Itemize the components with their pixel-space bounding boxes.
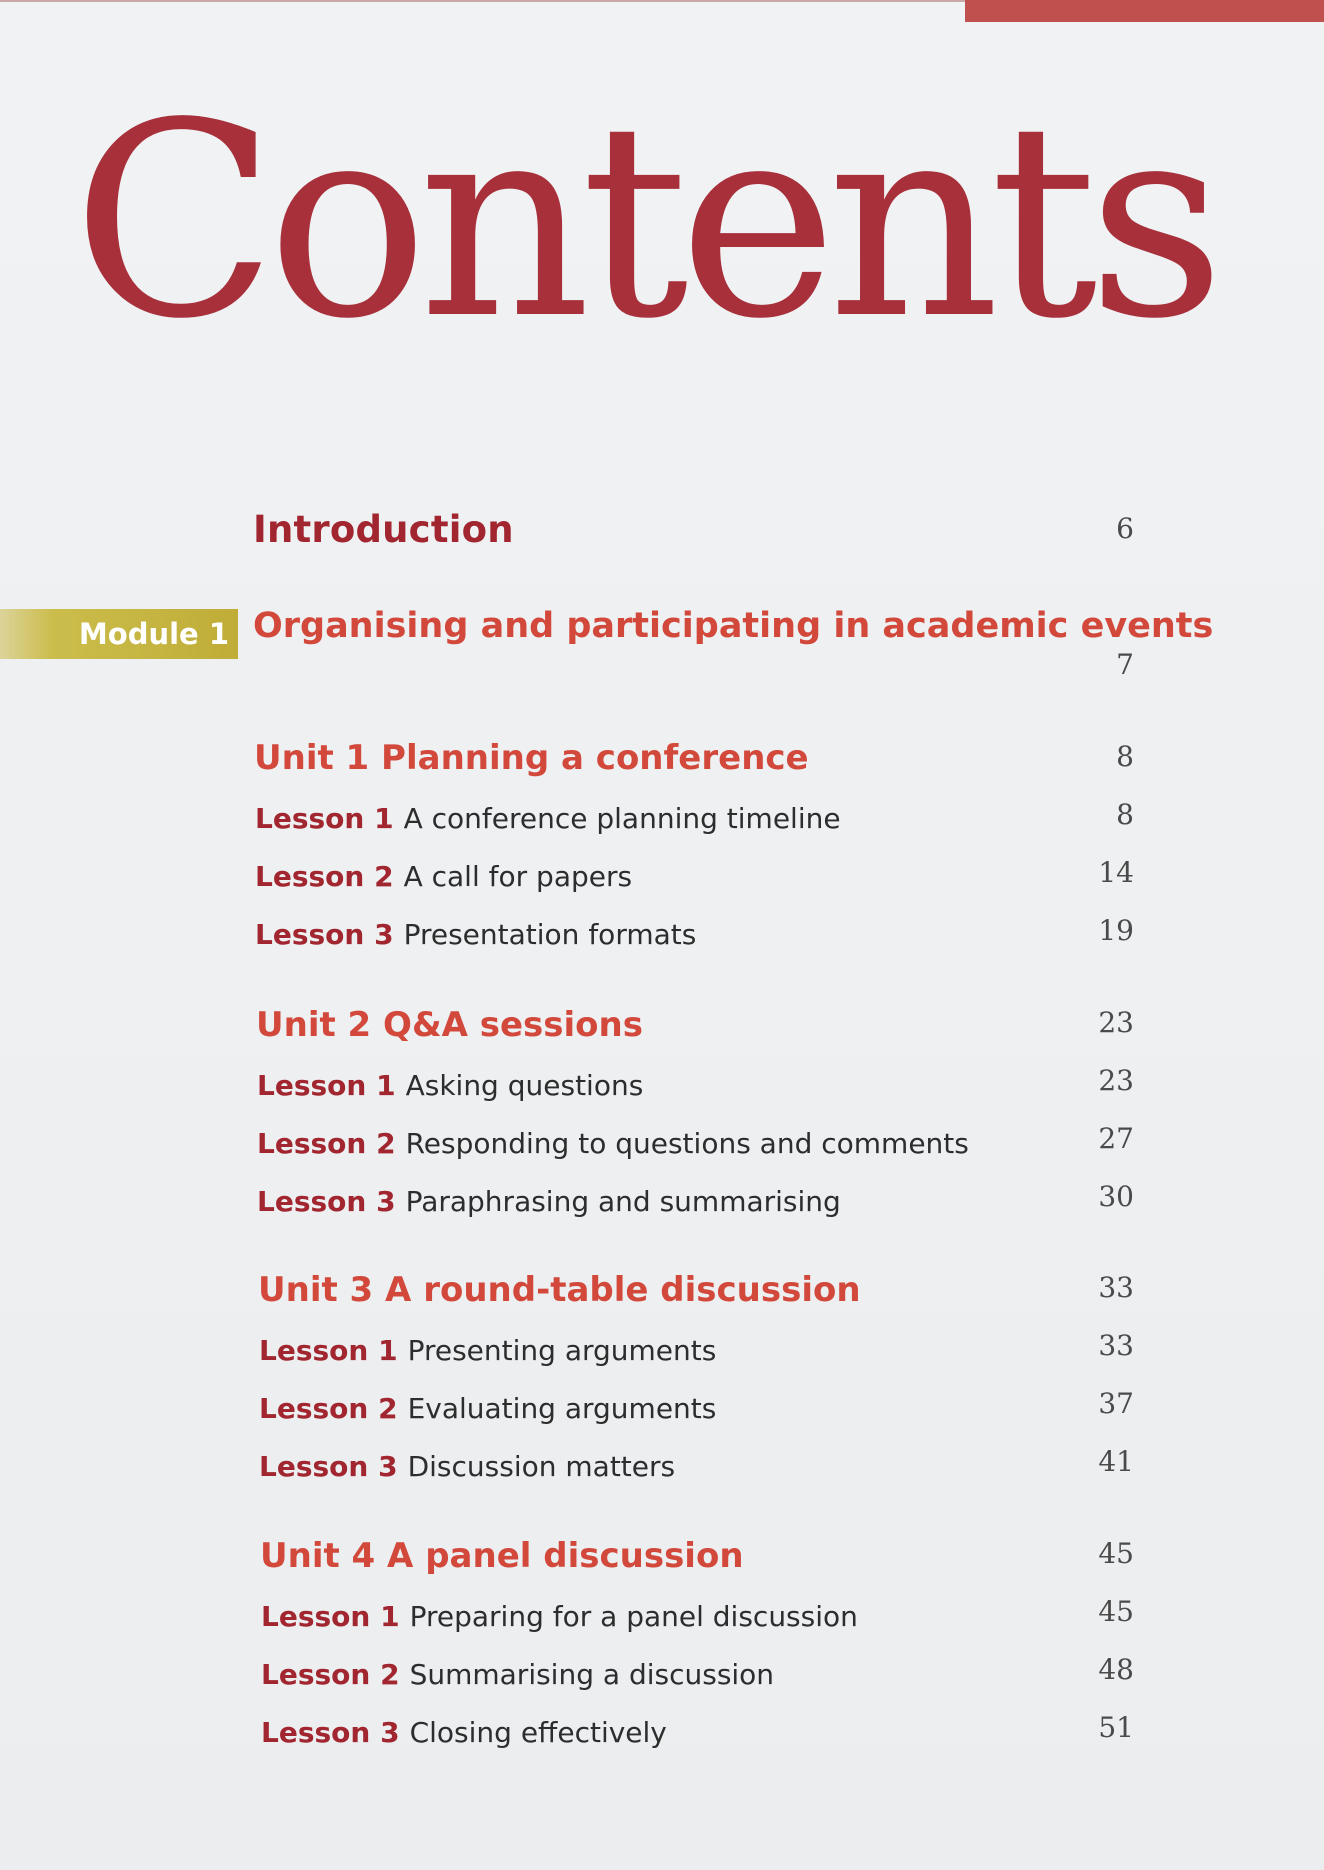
lesson-row	[259, 1450, 675, 1483]
lesson-page-number: 27	[1098, 1122, 1134, 1155]
lesson-title: Presentation formats	[403, 918, 697, 951]
lesson-label: Lesson 3	[255, 918, 394, 951]
lesson-row	[261, 1600, 858, 1633]
lesson-label: Lesson 3	[261, 1716, 400, 1749]
lesson-label: Lesson 2	[257, 1127, 396, 1160]
lesson-page-number: 14	[1098, 856, 1134, 889]
lesson-row	[255, 802, 841, 835]
lesson-row	[259, 1334, 716, 1367]
lesson-label: Lesson 3	[257, 1185, 396, 1218]
lesson-page-number: 33	[1098, 1329, 1134, 1362]
lesson-page-number: 8	[1116, 798, 1134, 831]
lesson-title: Asking questions	[405, 1069, 644, 1102]
lesson-label: Lesson 2	[261, 1658, 400, 1691]
lesson-label: Lesson 2	[255, 860, 394, 893]
lesson-label: Lesson 3	[259, 1450, 398, 1483]
module-page-number: 7	[1116, 648, 1134, 681]
lesson-title: Preparing for a panel discussion	[409, 1600, 858, 1633]
lesson-page-number: 51	[1098, 1711, 1134, 1744]
lesson-label: Lesson 1	[259, 1334, 398, 1367]
lesson-row	[261, 1716, 667, 1749]
unit-title: Unit 4 A panel discussion	[260, 1536, 744, 1576]
lesson-row	[255, 860, 632, 893]
unit-page-number: 8	[1116, 740, 1134, 773]
top-rule	[0, 0, 965, 2]
lesson-title: A conference planning timeline	[403, 802, 841, 835]
introduction-page-number: 6	[1116, 512, 1134, 545]
lesson-label: Lesson 2	[259, 1392, 398, 1425]
lesson-title: A call for papers	[403, 860, 633, 893]
lesson-label: Lesson 1	[255, 802, 394, 835]
module-label-tab: Module 1	[0, 609, 238, 659]
lesson-page-number: 30	[1098, 1180, 1134, 1213]
lesson-title: Presenting arguments	[407, 1334, 717, 1367]
unit-title: Unit 3 A round-table discussion	[258, 1270, 861, 1310]
unit-page-number: 23	[1098, 1006, 1134, 1039]
lesson-row	[257, 1185, 841, 1218]
introduction-title: Introduction	[253, 508, 514, 551]
lesson-page-number: 23	[1098, 1064, 1134, 1097]
lesson-title: Paraphrasing and summarising	[405, 1185, 841, 1218]
lesson-label: Lesson 1	[257, 1069, 396, 1102]
lesson-title: Evaluating arguments	[407, 1392, 717, 1425]
lesson-page-number: 19	[1098, 914, 1134, 947]
lesson-row	[259, 1392, 716, 1425]
corner-color-tab	[965, 0, 1324, 22]
lesson-page-number: 37	[1098, 1387, 1134, 1420]
lesson-title: Summarising a discussion	[409, 1658, 775, 1691]
module-title: Organising and participating in academic events	[253, 606, 1214, 646]
lesson-label: Lesson 1	[261, 1600, 400, 1633]
lesson-row	[261, 1658, 774, 1691]
unit-page-number: 45	[1098, 1537, 1134, 1570]
unit-page-number: 33	[1098, 1271, 1134, 1304]
lesson-page-number: 41	[1098, 1445, 1134, 1478]
lesson-page-number: 48	[1098, 1653, 1134, 1686]
lesson-row	[255, 918, 696, 951]
lesson-title: Closing effectively	[409, 1716, 667, 1749]
unit-title: Unit 1 Planning a conference	[254, 738, 809, 778]
lesson-title: Responding to questions and comments	[405, 1127, 969, 1160]
lesson-row	[257, 1127, 969, 1160]
unit-title: Unit 2 Q&A sessions	[256, 1005, 643, 1045]
page-title: Contents	[72, 66, 1216, 378]
lesson-page-number: 45	[1098, 1595, 1134, 1628]
lesson-row	[257, 1069, 643, 1102]
lesson-title: Discussion matters	[407, 1450, 676, 1483]
